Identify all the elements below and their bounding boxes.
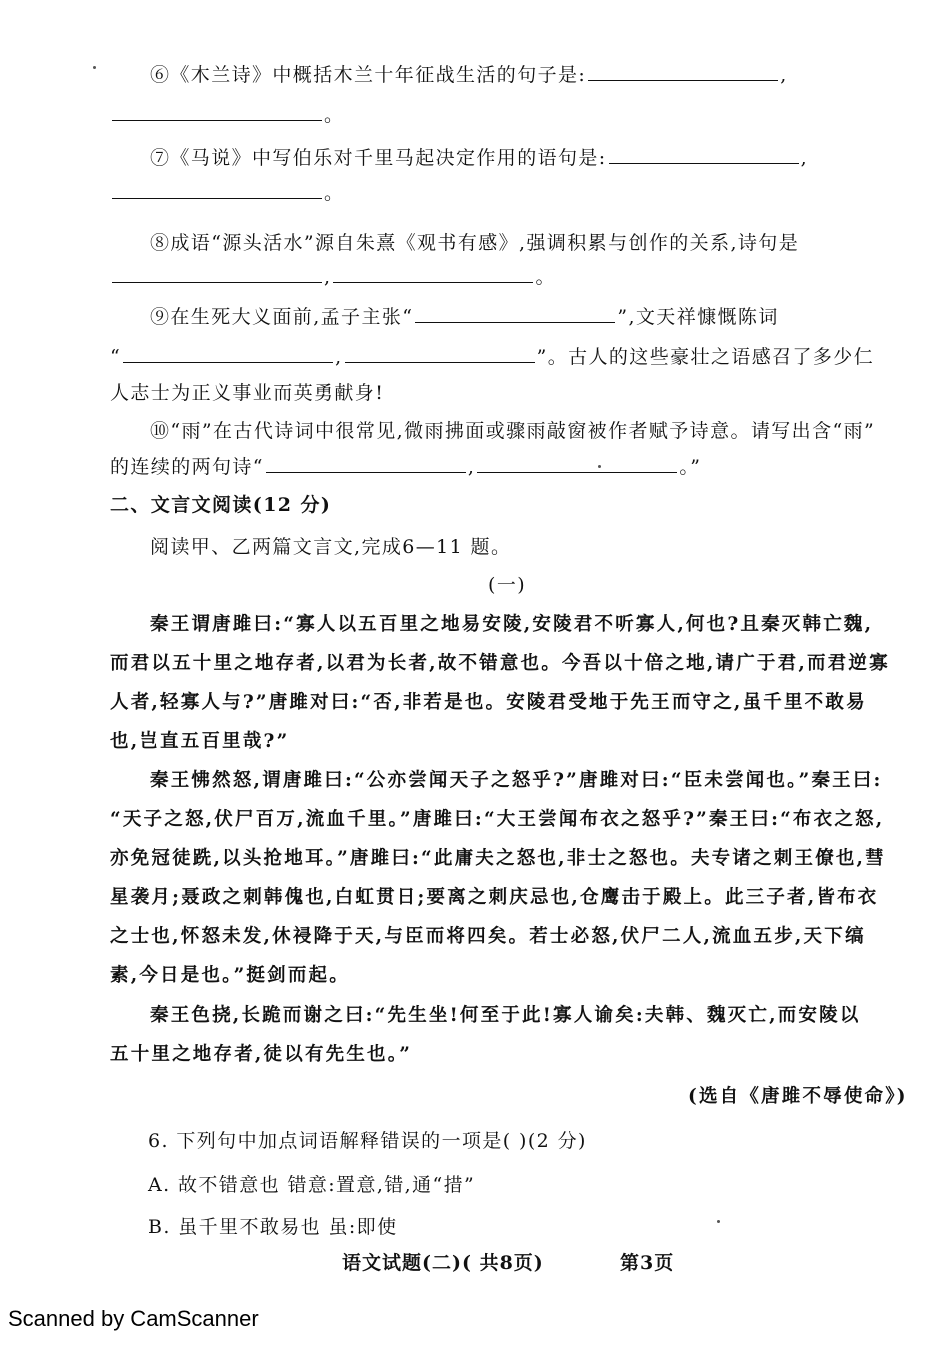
q7-comma: , [800,147,809,169]
q10-answer-blank-2[interactable] [477,454,677,473]
q7-answer-blank-1[interactable] [609,145,799,164]
q9-answer-blank-3[interactable] [345,344,535,363]
q9-answer-blank-2[interactable] [123,344,333,363]
q10-text-3: 。” [679,456,702,478]
q9-text-4: 人志士为正义事业而英勇献身! [110,382,385,404]
q6-answer-blank-2[interactable] [112,102,322,121]
q7-prompt [150,143,808,170]
q6-text: ⑥《木兰诗》中概括木兰十年征战生活的句子是: [150,64,587,86]
q6-answer-blank-1[interactable] [588,62,778,81]
passage-p2-line: 之士也,怀怒未发,休祲降于天,与臣而将四矣。若士必怒,伏尸二人,流血五步,天下缟 [110,926,866,947]
passage-p2-line: “天子之怒,伏尸百万,流血千里。”唐雎曰:“大王尝闻布衣之怒乎?”秦王曰:“布衣之怒, [110,809,885,830]
q8-text: ⑧成语“源头活水”源自朱熹《观书有感》,强调积累与创作的关系,诗句是 [150,232,800,254]
q9-comma: , [335,346,343,368]
q7-line2 [110,178,344,205]
q9-text-1: ⑨在生死大义面前,孟子主张“ [150,306,414,328]
q8-comma: , [324,266,332,288]
camscanner-watermark: Scanned by CamScanner [8,1306,259,1331]
passage-p2-line: 素,今日是也。”挺剑而起。 [110,965,350,986]
q8-prompt [150,228,799,255]
passage-p2-line: 秦王怫然怒,谓唐雎曰:“公亦尝闻天子之怒乎?”唐雎对曰:“臣未尝闻也。”秦王曰: [150,770,883,791]
q10-prompt [150,416,875,443]
q9-open-quote: “ [110,346,122,368]
q9-line3 [110,378,384,405]
q7-period: 。 [324,182,345,204]
passage-p1-line: 而君以五十里之地存者,以君为长者,故不错意也。今吾以十倍之地,请广于君,而君逆寡 [110,653,890,674]
passage-p3-line: 秦王色挠,长跪而谢之曰:“先生坐!何至于此!寡人谕矣:夫韩、魏灭亡,而安陵以 [150,1005,861,1026]
q7-text: ⑦《马说》中写伯乐对千里马起决定作用的语句是: [150,147,607,169]
footer-page-number: 第3页 [620,1252,675,1274]
q9-text-3: ”。古人的这些豪壮之语感召了多少仁 [536,346,875,368]
q9-prompt [150,302,779,329]
q10-line2 [110,452,701,479]
q6-line2 [110,100,344,127]
scan-speck [717,1220,720,1223]
q6-option-b[interactable]: B. 虽千里不敢易也 虽:即使 [148,1216,398,1238]
passage-p3-line: 五十里之地存者,徒以有先生也。” [110,1044,413,1065]
q9-line2 [110,342,874,369]
passage-p2-line: 亦免冠徒跣,以头抢地耳。”唐雎曰:“此庸夫之怒也,非士之怒也。夫专诸之刺王僚也,彗 [110,848,886,869]
section-heading: 二、文言文阅读(12 分) [110,494,332,516]
q6-choice-stem: 6. 下列句中加点词语解释错误的一项是( )(2 分) [148,1130,587,1152]
q8-period: 。 [535,266,556,288]
q8-answer-blank-1[interactable] [112,264,322,283]
q10-text-1: ⑩“雨”在古代诗词中很常见,微雨拂面或骤雨敲窗被作者赋予诗意。请写出含“雨” [150,420,876,442]
footer-subject: 语文试题(二)( 共8页) [342,1252,544,1274]
q6-option-a[interactable]: A. 故不错意也 错意:置意,错,通“措” [148,1174,476,1196]
q10-answer-blank-1[interactable] [266,454,466,473]
q7-answer-blank-2[interactable] [112,180,322,199]
q6-prompt [150,60,788,87]
q6-comma: , [780,64,788,86]
passage-p1-line: 秦王谓唐雎曰:“寡人以五百里之地易安陵,安陵君不听寡人,何也?且秦灭韩亡魏, [150,614,874,635]
scan-speck [93,66,96,69]
q8-line2 [110,262,556,289]
q10-comma: , [467,456,476,478]
passage-source: (选自《唐雎不辱使命》) [688,1086,908,1107]
q9-text-2: ”,文天祥慷慨陈词 [617,306,779,328]
passage-part-label: (一) [488,574,527,596]
section-instruction: 阅读甲、乙两篇文言文,完成6—11 题。 [150,536,512,558]
scan-speck [598,465,601,468]
q9-answer-blank-1[interactable] [415,304,615,323]
passage-p1-line: 也,岂直五百里哉?” [110,731,290,752]
passage-p2-line: 星袭月;聂政之刺韩傀也,白虹贯日;要离之刺庆忌也,仓鹰击于殿上。此三子者,皆布衣 [110,887,879,908]
q10-text-2: 的连续的两句诗“ [110,456,264,478]
passage-p1-line: 人者,轻寡人与?”唐雎对曰:“否,非若是也。安陵君受地于先王而守之,虽千里不敢易 [110,692,867,713]
q6-period: 。 [324,104,345,126]
q8-answer-blank-2[interactable] [333,264,533,283]
